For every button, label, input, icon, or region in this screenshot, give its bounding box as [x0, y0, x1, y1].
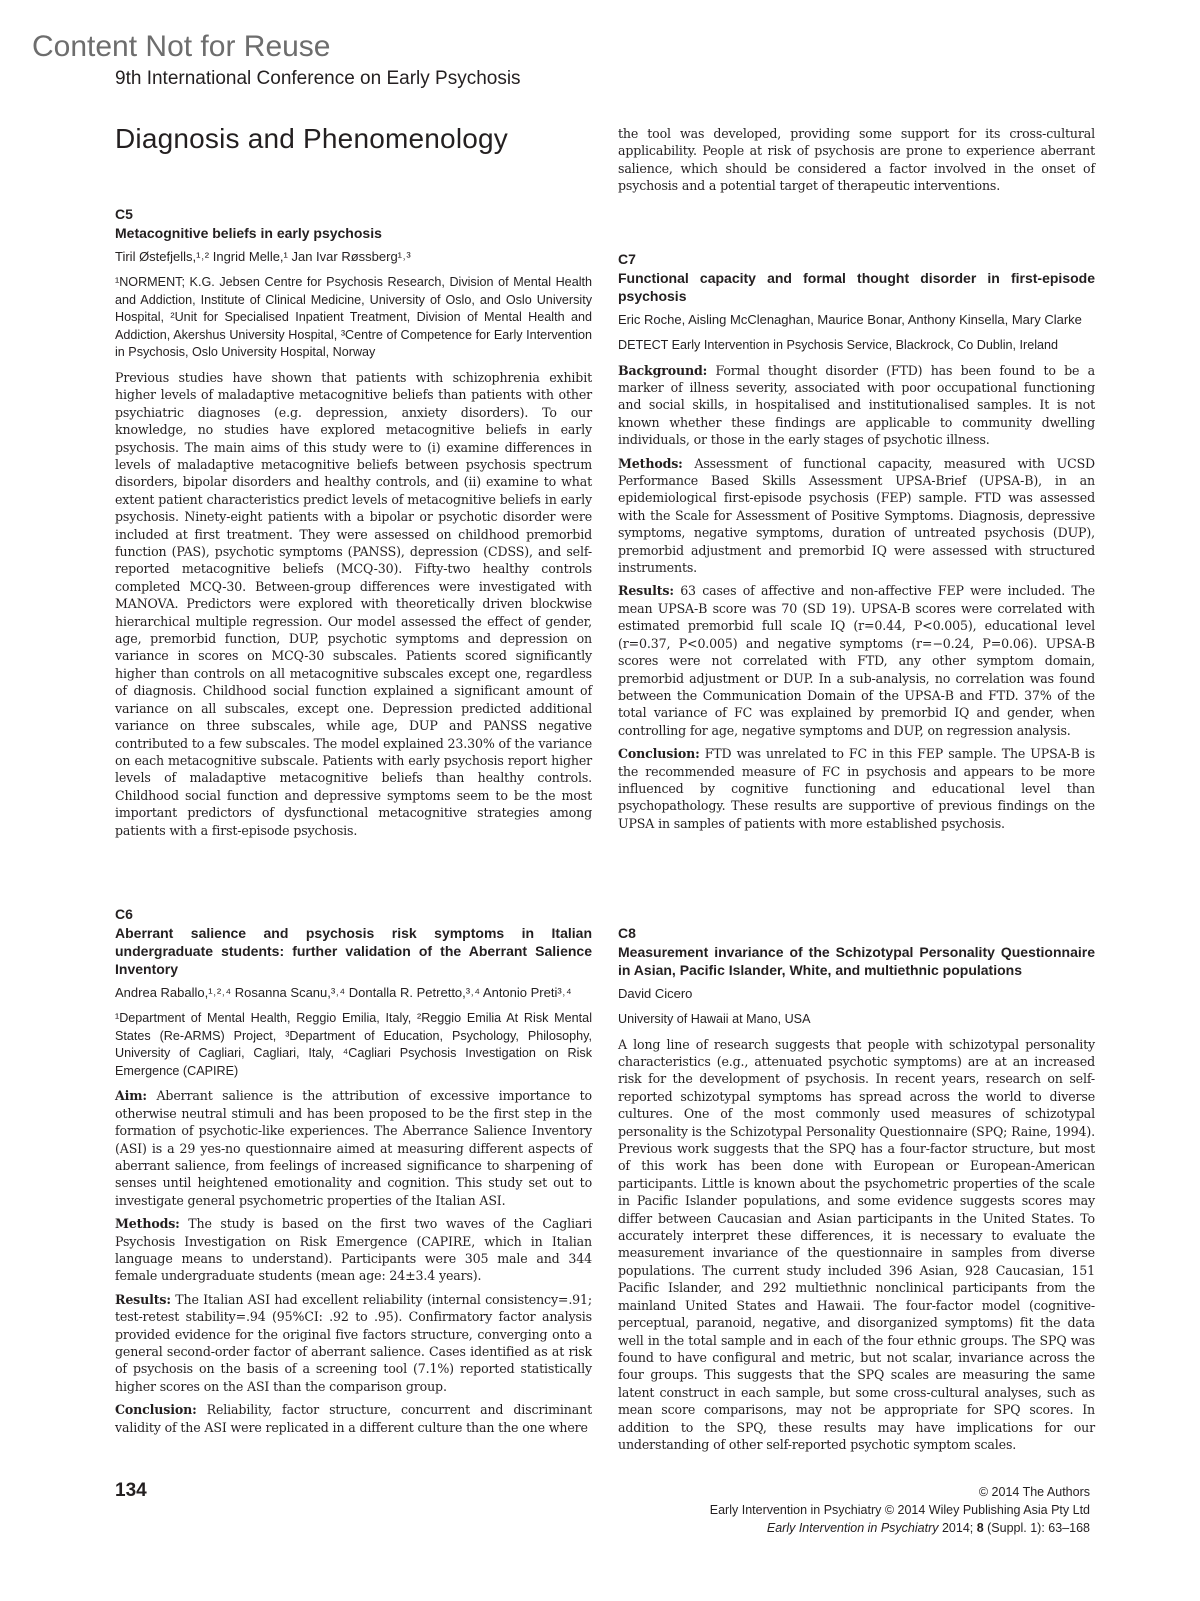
section-text: Formal thought disorder (FTD) has been found to be a marker of illness severity, associated with poor occupational functioning and social skills, in hospitalised and institutionalised samples. It is not known whether these findings are applicable to community dwelling individuals, or those in the early stages of psychotic illness.: [618, 362, 1095, 448]
abstract-c7: [618, 251, 1095, 838]
abstract-body: A long line of research suggests that people with schizotypal personality characteristics (e.g., attenuated psychotic symptoms) are at an increased risk for the development of psychosis. In recent years, research on self-reported schizotypal symptoms has spread across the world to diverse cultures. One of the most commonly used measures of schizotypal personality is the Schizotypal Personality Questionnaire (SPQ; Raine, 1994). Previous work suggests that the SPQ has a four-factor structure, but most of this work has been done with European or European-American participants. Little is known about the psychometric properties of the scale in Pacific Islander populations, and some evidence suggests scores may differ between Caucasian and Asian participants in the United States. To accurately interpret these differences, it is necessary to evaluate the measurement invariance of the questionnaire in samples from diverse populations. The current study included 396 Asian, 928 Caucasian, 151 Pacific Islander, and 292 multiethnic nonclinical participants from the mainland United States and Hawaii. The four-factor model (cognitive-perceptual, paranoid, negative, and disorganized symptoms) fit the data well in the total sample and in each of the four ethnic groups. The SPQ was found to have configural and metric, but not scalar, invariance across the four groups. This suggests that the SPQ scales are measuring the same latent construct in each sample, but some cross-cultural analyses, such as mean score comparisons, may not be appropriate for SPQ scores. In addition to the SPQ, these results may have implications for our understanding of other self-reported psychotic symptom scales.: [618, 1036, 1095, 1452]
footer-volume: 8: [976, 1521, 984, 1535]
section-label: Methods:: [618, 455, 683, 471]
abstract-affiliation: DETECT Early Intervention in Psychosis Service, Blackrock, Co Dublin, Ireland: [618, 338, 1059, 352]
abstract-aim: [115, 1087, 592, 1209]
abstract-results: [618, 582, 1095, 739]
section-label: Conclusion:: [115, 1402, 197, 1418]
footer-publisher: Early Intervention in Psychiatry © 2014 Wiley Publishing Asia Pty Ltd: [709, 1503, 1090, 1517]
abstract-authors: Andrea Raballo,¹˒²˒⁴ Rosanna Scanu,³˒⁴ Dontalla R. Petretto,³˒⁴ Antonio Preti³˒⁴: [115, 985, 572, 1000]
footer: [710, 1483, 1090, 1537]
page-number: 134: [115, 1480, 147, 1501]
abstract-title: Metacognitive beliefs in early psychosis: [115, 225, 382, 241]
abstract-title: Aberrant salience and psychosis risk symptoms in Italian undergraduate students: further validation of the Aberrant Salience Inventory: [115, 925, 592, 977]
abstract-background: [618, 362, 1095, 449]
section-text: Aberrant salience is the attribution of excessive importance to otherwise neutral stimuli and has been proposed to be the first step in the formation of psychotic-like experiences. The Aberrance Salience Inventory (ASI) is a 29 yes-no questionnaire aimed at measuring different aspects of aberrant salience, from feelings of increased significance to sharpening of senses until heightened emotionality and cognition. This study set out to investigate general psychometric properties of the Italian ASI.: [115, 1088, 592, 1208]
section-label: Results:: [618, 583, 674, 599]
abstract-authors: Tiril Østefjells,¹˒² Ingrid Melle,¹ Jan Ivar Røssberg¹˒³: [115, 249, 411, 264]
section-label: Background:: [618, 362, 708, 378]
section-text: 63 cases of affective and non-affective FEP were included. The mean UPSA-B score was 70 (SD 19). UPSA-B scores were correlated with estimated premorbid full scale IQ (r=0.44, P<0.005), educational level (r=0.37, P<0.005) and negative symptoms (r=−0.24, P=0.06). UPSA-B scores were not correlated with FTD, any other symptom domain, premorbid adjustment or DUP. In a sub-analysis, no correlation was found between the Communication Domain of the UPSA-B and FTD. 37% of the total variance of FC was explained by premorbid IQ and gender, when controlling for age, negative symptoms and DUP, on regression analysis.: [618, 583, 1095, 738]
abstract-code: C8: [618, 925, 636, 941]
abstract-affiliation: ¹NORMENT; K.G. Jebsen Centre for Psychosis Research, Division of Mental Health and Addiction, Institute of Clinical Medicine, University of Oslo, and Oslo University Hospital, ²Unit for Specialised Inpatient Treatment, Division of Mental Health and Addiction, Akershus University Hospital, ³Centre of Competence for Early Intervention in Psychosis, Oslo University Hospital, Norway: [115, 275, 592, 360]
footer-pages: (Suppl. 1): 63–168: [983, 1521, 1090, 1535]
section-label: Methods:: [115, 1216, 180, 1232]
footer-citation: [710, 1519, 1090, 1537]
section-label: Results:: [115, 1291, 171, 1307]
section-title: Diagnosis and Phenomenology: [115, 123, 508, 154]
abstract-conclusion: [115, 1401, 592, 1436]
footer-copyright: © 2014 The Authors: [978, 1485, 1090, 1499]
abstract-results: [115, 1291, 592, 1395]
abstract-code: C5: [115, 206, 133, 222]
section-label: Aim:: [115, 1088, 147, 1104]
abstract-methods: [115, 1215, 592, 1285]
abstract-methods: [618, 455, 1095, 577]
abstract-title: Measurement invariance of the Schizotypal Personality Questionnaire in Asian, Pacific Islander, White, and multiethnic populations: [618, 944, 1095, 978]
abstract-authors: David Cicero: [618, 986, 693, 1001]
abstract-affiliation: University of Hawaii at Mano, USA: [618, 1012, 811, 1026]
section-label: Conclusion:: [618, 746, 700, 762]
abstract-c5: [115, 206, 592, 845]
section-text: FTD was unrelated to FC in this FEP sample. The UPSA-B is the recommended measure of FC in psychosis and appears to be more influenced by cognitive functioning and educational level than psychopathology. These results are supportive of previous findings on the UPSA in samples of patients with more established psychosis.: [618, 746, 1095, 831]
abstract-code: C6: [115, 906, 133, 922]
running-head: 9th International Conference on Early Psychosis: [115, 68, 521, 89]
section-text: The study is based on the first two waves of the Cagliari Psychosis Investigation on Risk Emergence (CAPIRE, which in Italian language means to understand). Participants were 305 male and 344 female undergraduate students (mean age: 24±3.4 years).: [115, 1216, 592, 1284]
abstract-authors: Eric Roche, Aisling McClenaghan, Maurice Bonar, Anthony Kinsella, Mary Clarke: [618, 312, 1082, 327]
abstract-c6-continuation: [618, 125, 1095, 201]
abstract-conclusion: [618, 745, 1095, 832]
footer-year: 2014;: [938, 1521, 977, 1535]
abstract-code: C7: [618, 251, 636, 267]
abstract-affiliation: ¹Department of Mental Health, Reggio Emilia, Italy, ²Reggio Emilia At Risk Mental States (Re-ARMS) Project, ³Department of Education, Psychology, Philosophy, University of Cagliari, Cagliari, Italy, ⁴Cagliari Psychosis Investigation on Risk Emergence (CAPIRE): [115, 1011, 592, 1078]
section-text: Reliability, factor structure, concurrent and discriminant validity of the ASI were replicated in a different culture than the one where: [115, 1402, 592, 1435]
section-text: Assessment of functional capacity, measured with UCSD Performance Based Skills Assessment UPSA-Brief (UPSA-B), in an epidemiological first-episode psychosis (FEP) sample. FTD was assessed with the Scale for Assessment of Positive Symptoms. Diagnosis, depressive symptoms, negative symptoms, duration of untreated psychosis (DUP), premorbid adjustment and premorbid IQ were assessed with structured instruments.: [618, 455, 1095, 576]
abstract-c8: [618, 925, 1095, 1459]
watermark: Content Not for Reuse: [32, 30, 331, 63]
section-text: The Italian ASI had excellent reliability (internal consistency=.91; test-retest stability=.94 (95%CI: .92 to .95). Confirmatory factor analysis provided evidence for the original five factors structure, converging onto a general second-order factor of aberrant salience. Cases identified as at risk of psychosis on the basis of a screening tool (7.1%) reported statistically higher scores on the ASI than the comparison group.: [115, 1291, 592, 1394]
footer-journal: Early Intervention in Psychiatry: [766, 1521, 939, 1535]
abstract-title: Functional capacity and formal thought disorder in first-episode psychosis: [618, 270, 1095, 304]
abstract-c6: [115, 906, 592, 1442]
abstract-continuation-text: the tool was developed, providing some support for its cross-cultural applicability. People at risk of psychosis are prone to experience aberrant salience, which should be considered a factor involved in the onset of psychosis and a potential target of therapeutic interventions.: [618, 126, 1095, 194]
abstract-body: Previous studies have shown that patients with schizophrenia exhibit higher levels of maladaptive metacognitive beliefs than patients with other psychiatric diagnoses (e.g. depression, anxiety disorders). To our knowledge, no studies have explored metacognitive beliefs in early psychosis. The main aims of this study were to (i) examine differences in levels of maladaptive metacognitive beliefs between psychosis spectrum disorders, bipolar disorders and healthy controls, and (ii) examine to what extent patient characteristics predict levels of metacognitive beliefs in early psychosis. Ninety-eight patients with a bipolar or psychotic disorder were included at first treatment. They were assessed on childhood premorbid function (PAS), psychotic symptoms (PANSS), depression (CDSS), and self-reported metacognitive beliefs (MCQ-30). Fifty-two healthy controls completed MCQ-30. Between-group differences were investigated with MANOVA. Predictors were explored with theoretically driven blockwise hierarchical multiple regression. Our model assessed the effect of gender, age, premorbid function, DUP, psychotic symptoms and depression on variance in scores on MCQ-30 subscales. Patients scored significantly higher than controls on all metacognitive subscales except one, regardless of diagnosis. Childhood social function explained a significant amount of variance on all subscales, except one. Depression predicted additional variance on three subscales, while age, DUP and PANSS negative contributed to a few subscales. The model explained 23.30% of the variance on each metacognitive subscale. Patients with early psychosis report higher levels of maladaptive metacognitive beliefs than healthy controls. Childhood social function and depressive symptoms seem to be the most important predictors of dysfunctional metacognitive strategies among patients with a first-episode psychosis.: [115, 369, 592, 838]
